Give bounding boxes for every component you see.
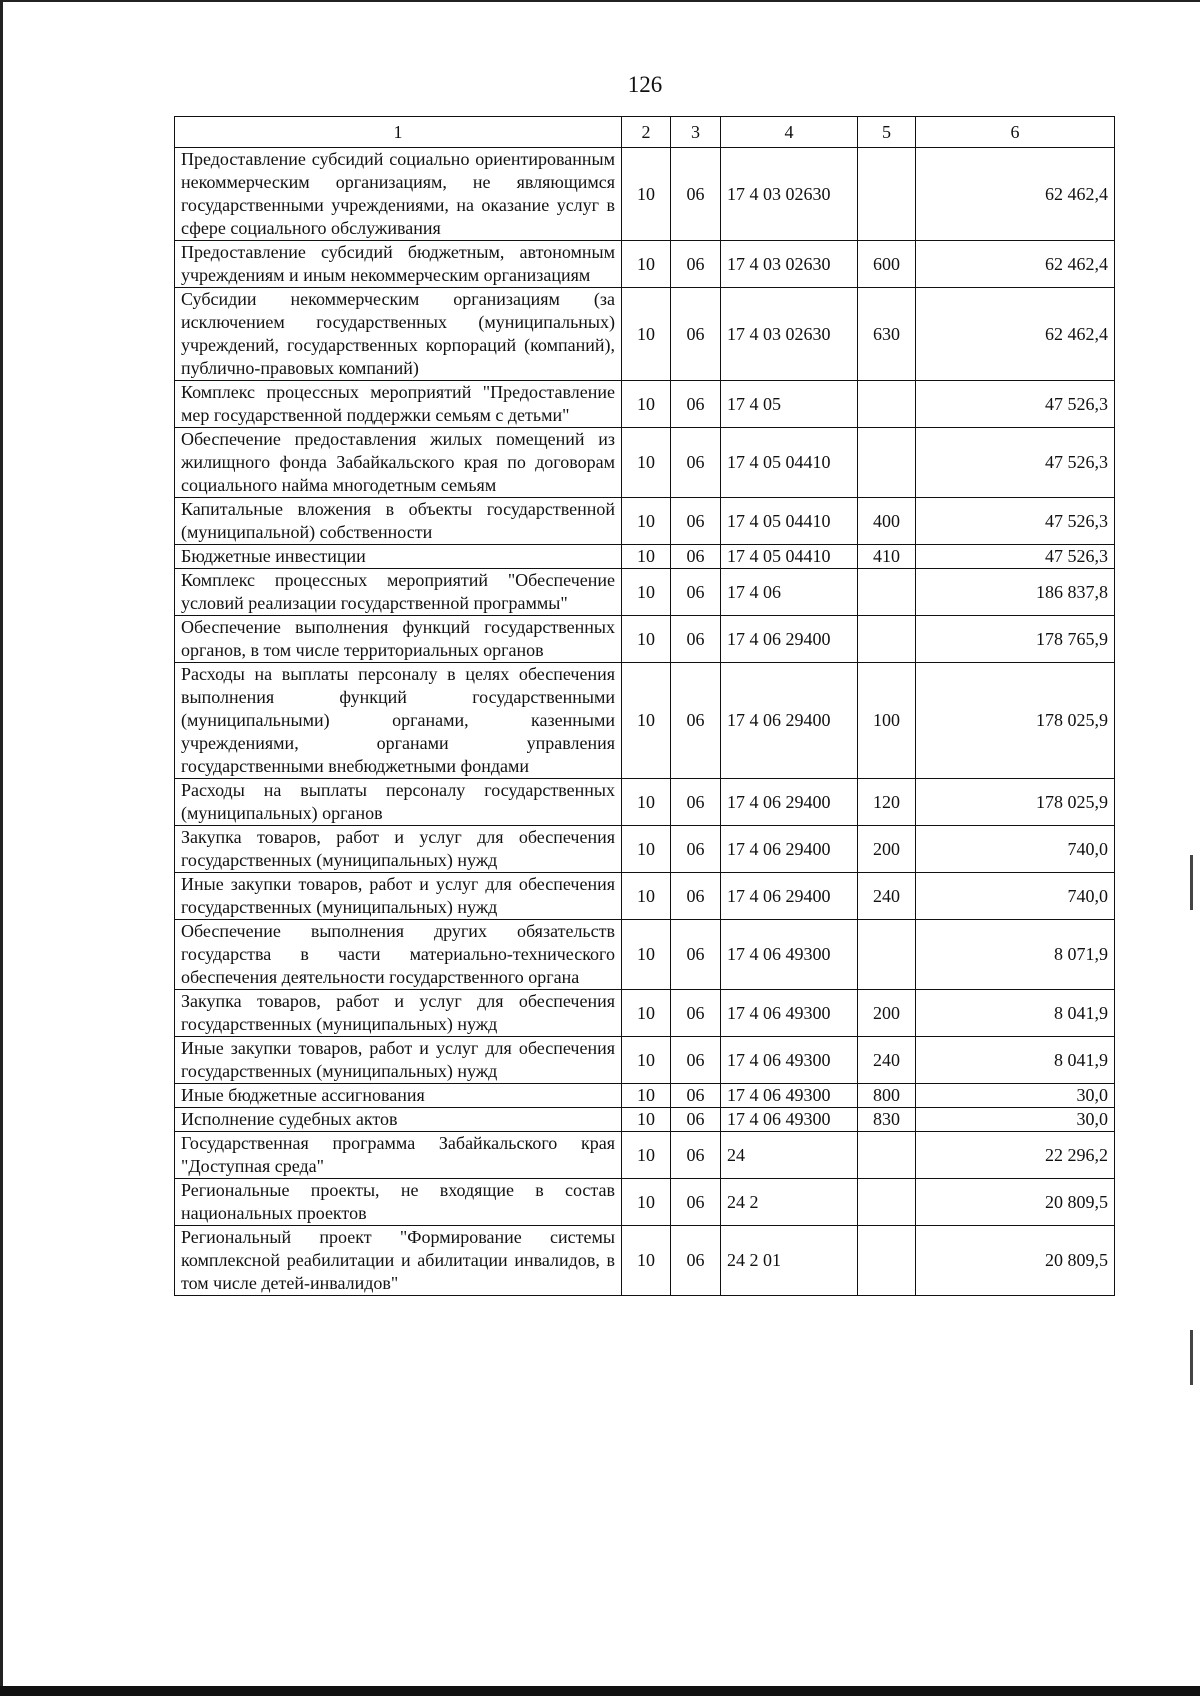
budget-table: [174, 116, 1115, 1296]
expense-type-cell: 200: [858, 990, 916, 1037]
amount-cell: 30,0: [916, 1084, 1115, 1108]
table-row: [175, 288, 1115, 381]
section-code-cell: 10: [622, 826, 671, 873]
subsection-code-cell: 06: [671, 1084, 721, 1108]
amount-cell: 20 809,5: [916, 1179, 1115, 1226]
expense-type-cell: 240: [858, 873, 916, 920]
amount-cell: 178 025,9: [916, 663, 1115, 779]
subsection-code-cell: 06: [671, 1226, 721, 1296]
section-code-cell: 10: [622, 1132, 671, 1179]
amount-cell: 62 462,4: [916, 241, 1115, 288]
subsection-code-cell: 06: [671, 1108, 721, 1132]
column-header-3: 3: [671, 117, 721, 148]
item-name-cell: Субсидии некоммерческим организациям (за исключением государственных (муниципальных) учреждений, государственных корпораций (компаний), публично-правовых компаний): [175, 288, 622, 381]
item-name-cell: Региональные проекты, не входящие в состав национальных проектов: [175, 1179, 622, 1226]
target-article-cell: 17 4 06 29400: [721, 873, 858, 920]
table-row: [175, 990, 1115, 1037]
target-article-cell: 17 4 06 49300: [721, 1037, 858, 1084]
table-row: [175, 241, 1115, 288]
scan-border-left: [0, 0, 3, 1696]
table-row: [175, 545, 1115, 569]
target-article-cell: 17 4 06 29400: [721, 779, 858, 826]
item-name-cell: Закупка товаров, работ и услуг для обеспечения государственных (муниципальных) нужд: [175, 990, 622, 1037]
expense-type-cell: [858, 381, 916, 428]
expense-type-cell: 200: [858, 826, 916, 873]
table-row: [175, 1084, 1115, 1108]
subsection-code-cell: 06: [671, 288, 721, 381]
amount-cell: 178 765,9: [916, 616, 1115, 663]
subsection-code-cell: 06: [671, 826, 721, 873]
item-name-cell: Обеспечение выполнения функций государственных органов, в том числе территориальных органов: [175, 616, 622, 663]
subsection-code-cell: 06: [671, 616, 721, 663]
table-row: [175, 616, 1115, 663]
section-code-cell: 10: [622, 381, 671, 428]
amount-cell: 22 296,2: [916, 1132, 1115, 1179]
subsection-code-cell: 06: [671, 428, 721, 498]
target-article-cell: 17 4 06 49300: [721, 920, 858, 990]
expense-type-cell: [858, 569, 916, 616]
target-article-cell: 24: [721, 1132, 858, 1179]
table-row: [175, 148, 1115, 241]
subsection-code-cell: 06: [671, 498, 721, 545]
section-code-cell: 10: [622, 990, 671, 1037]
subsection-code-cell: 06: [671, 663, 721, 779]
target-article-cell: 17 4 03 02630: [721, 288, 858, 381]
item-name-cell: Иные бюджетные ассигнования: [175, 1084, 622, 1108]
item-name-cell: Иные закупки товаров, работ и услуг для обеспечения государственных (муниципальных) нужд: [175, 1037, 622, 1084]
subsection-code-cell: 06: [671, 1179, 721, 1226]
table-row: [175, 569, 1115, 616]
section-code-cell: 10: [622, 1037, 671, 1084]
expense-type-cell: [858, 1226, 916, 1296]
subsection-code-cell: 06: [671, 920, 721, 990]
amount-cell: 8 041,9: [916, 1037, 1115, 1084]
subsection-code-cell: 06: [671, 1132, 721, 1179]
amount-cell: 62 462,4: [916, 288, 1115, 381]
expense-type-cell: [858, 148, 916, 241]
table-header-row: [175, 117, 1115, 148]
subsection-code-cell: 06: [671, 779, 721, 826]
subsection-code-cell: 06: [671, 569, 721, 616]
table-row: [175, 920, 1115, 990]
item-name-cell: Обеспечение предоставления жилых помещений из жилищного фонда Забайкальского края по договорам социального найма многодетным семьям: [175, 428, 622, 498]
target-article-cell: 17 4 06: [721, 569, 858, 616]
expense-type-cell: 800: [858, 1084, 916, 1108]
scan-edge-mark: [1190, 855, 1193, 910]
item-name-cell: Расходы на выплаты персоналу государственных (муниципальных) органов: [175, 779, 622, 826]
amount-cell: 47 526,3: [916, 428, 1115, 498]
table-row: [175, 663, 1115, 779]
expense-type-cell: [858, 1179, 916, 1226]
amount-cell: 8 041,9: [916, 990, 1115, 1037]
item-name-cell: Расходы на выплаты персоналу в целях обеспечения выполнения функций государственными (муниципальными) органами, казенными учреждениями, органами управления государственными внебюджетными фондами: [175, 663, 622, 779]
page-number: 126: [627, 72, 663, 97]
target-article-cell: 17 4 06 49300: [721, 1108, 858, 1132]
table-row: [175, 1179, 1115, 1226]
target-article-cell: 17 4 05 04410: [721, 428, 858, 498]
amount-cell: 30,0: [916, 1108, 1115, 1132]
expense-type-cell: [858, 1132, 916, 1179]
item-name-cell: Обеспечение выполнения других обязательств государства в части материально-технического обеспечения деятельности государственного органа: [175, 920, 622, 990]
table-row: [175, 1037, 1115, 1084]
target-article-cell: 17 4 05: [721, 381, 858, 428]
section-code-cell: 10: [622, 1084, 671, 1108]
item-name-cell: Капитальные вложения в объекты государственной (муниципальной) собственности: [175, 498, 622, 545]
expense-type-cell: [858, 428, 916, 498]
target-article-cell: 24 2 01: [721, 1226, 858, 1296]
expense-type-cell: 630: [858, 288, 916, 381]
item-name-cell: Предоставление субсидий социально ориентированным некоммерческим организациям, не являющимся государственными учреждениями, на оказание услуг в сфере социального обслуживания: [175, 148, 622, 241]
table-row: [175, 381, 1115, 428]
subsection-code-cell: 06: [671, 545, 721, 569]
subsection-code-cell: 06: [671, 990, 721, 1037]
section-code-cell: 10: [622, 1226, 671, 1296]
amount-cell: 47 526,3: [916, 545, 1115, 569]
target-article-cell: 24 2: [721, 1179, 858, 1226]
expense-type-cell: 400: [858, 498, 916, 545]
item-name-cell: Бюджетные инвестиции: [175, 545, 622, 569]
expense-type-cell: 100: [858, 663, 916, 779]
expense-type-cell: 410: [858, 545, 916, 569]
item-name-cell: Закупка товаров, работ и услуг для обеспечения государственных (муниципальных) нужд: [175, 826, 622, 873]
item-name-cell: Предоставление субсидий бюджетным, автономным учреждениям и иным некоммерческим организациям: [175, 241, 622, 288]
column-header-4: 4: [721, 117, 858, 148]
table-row: [175, 1132, 1115, 1179]
expense-type-cell: 120: [858, 779, 916, 826]
item-name-cell: Иные закупки товаров, работ и услуг для обеспечения государственных (муниципальных) нужд: [175, 873, 622, 920]
item-name-cell: Комплекс процессных мероприятий "Обеспечение условий реализации государственной программы": [175, 569, 622, 616]
column-header-2: 2: [622, 117, 671, 148]
item-name-cell: Государственная программа Забайкальского края "Доступная среда": [175, 1132, 622, 1179]
expense-type-cell: 600: [858, 241, 916, 288]
scan-edge-mark: [1190, 1330, 1193, 1385]
table-row: [175, 1108, 1115, 1132]
section-code-cell: 10: [622, 569, 671, 616]
section-code-cell: 10: [622, 779, 671, 826]
subsection-code-cell: 06: [671, 241, 721, 288]
section-code-cell: 10: [622, 545, 671, 569]
subsection-code-cell: 06: [671, 148, 721, 241]
expense-type-cell: 240: [858, 1037, 916, 1084]
target-article-cell: 17 4 06 29400: [721, 616, 858, 663]
target-article-cell: 17 4 06 49300: [721, 990, 858, 1037]
column-header-5: 5: [858, 117, 916, 148]
target-article-cell: 17 4 05 04410: [721, 498, 858, 545]
amount-cell: 740,0: [916, 873, 1115, 920]
scan-border-top: [0, 0, 1200, 2]
section-code-cell: 10: [622, 148, 671, 241]
amount-cell: 20 809,5: [916, 1226, 1115, 1296]
section-code-cell: 10: [622, 288, 671, 381]
amount-cell: 740,0: [916, 826, 1115, 873]
amount-cell: 178 025,9: [916, 779, 1115, 826]
table-row: [175, 1226, 1115, 1296]
amount-cell: 8 071,9: [916, 920, 1115, 990]
section-code-cell: 10: [622, 920, 671, 990]
target-article-cell: 17 4 06 29400: [721, 826, 858, 873]
amount-cell: 186 837,8: [916, 569, 1115, 616]
table-row: [175, 873, 1115, 920]
amount-cell: 47 526,3: [916, 381, 1115, 428]
section-code-cell: 10: [622, 873, 671, 920]
target-article-cell: 17 4 06 29400: [721, 663, 858, 779]
section-code-cell: 10: [622, 1108, 671, 1132]
item-name-cell: Исполнение судебных актов: [175, 1108, 622, 1132]
target-article-cell: 17 4 06 49300: [721, 1084, 858, 1108]
expense-type-cell: [858, 616, 916, 663]
section-code-cell: 10: [622, 1179, 671, 1226]
table-row: [175, 428, 1115, 498]
section-code-cell: 10: [622, 428, 671, 498]
subsection-code-cell: 06: [671, 1037, 721, 1084]
section-code-cell: 10: [622, 663, 671, 779]
target-article-cell: 17 4 05 04410: [721, 545, 858, 569]
item-name-cell: Комплекс процессных мероприятий "Предоставление мер государственной поддержки семьям с детьми": [175, 381, 622, 428]
amount-cell: 47 526,3: [916, 498, 1115, 545]
table-row: [175, 826, 1115, 873]
subsection-code-cell: 06: [671, 873, 721, 920]
target-article-cell: 17 4 03 02630: [721, 148, 858, 241]
target-article-cell: 17 4 03 02630: [721, 241, 858, 288]
column-header-1: 1: [175, 117, 622, 148]
section-code-cell: 10: [622, 241, 671, 288]
expense-type-cell: 830: [858, 1108, 916, 1132]
section-code-cell: 10: [622, 616, 671, 663]
table-row: [175, 779, 1115, 826]
amount-cell: 62 462,4: [916, 148, 1115, 241]
table-row: [175, 498, 1115, 545]
section-code-cell: 10: [622, 498, 671, 545]
scan-border-bottom: [0, 1686, 1200, 1696]
column-header-6: 6: [916, 117, 1115, 148]
item-name-cell: Региональный проект "Формирование системы комплексной реабилитации и абилитации инвалидов, в том числе детей-инвалидов": [175, 1226, 622, 1296]
expense-type-cell: [858, 920, 916, 990]
subsection-code-cell: 06: [671, 381, 721, 428]
